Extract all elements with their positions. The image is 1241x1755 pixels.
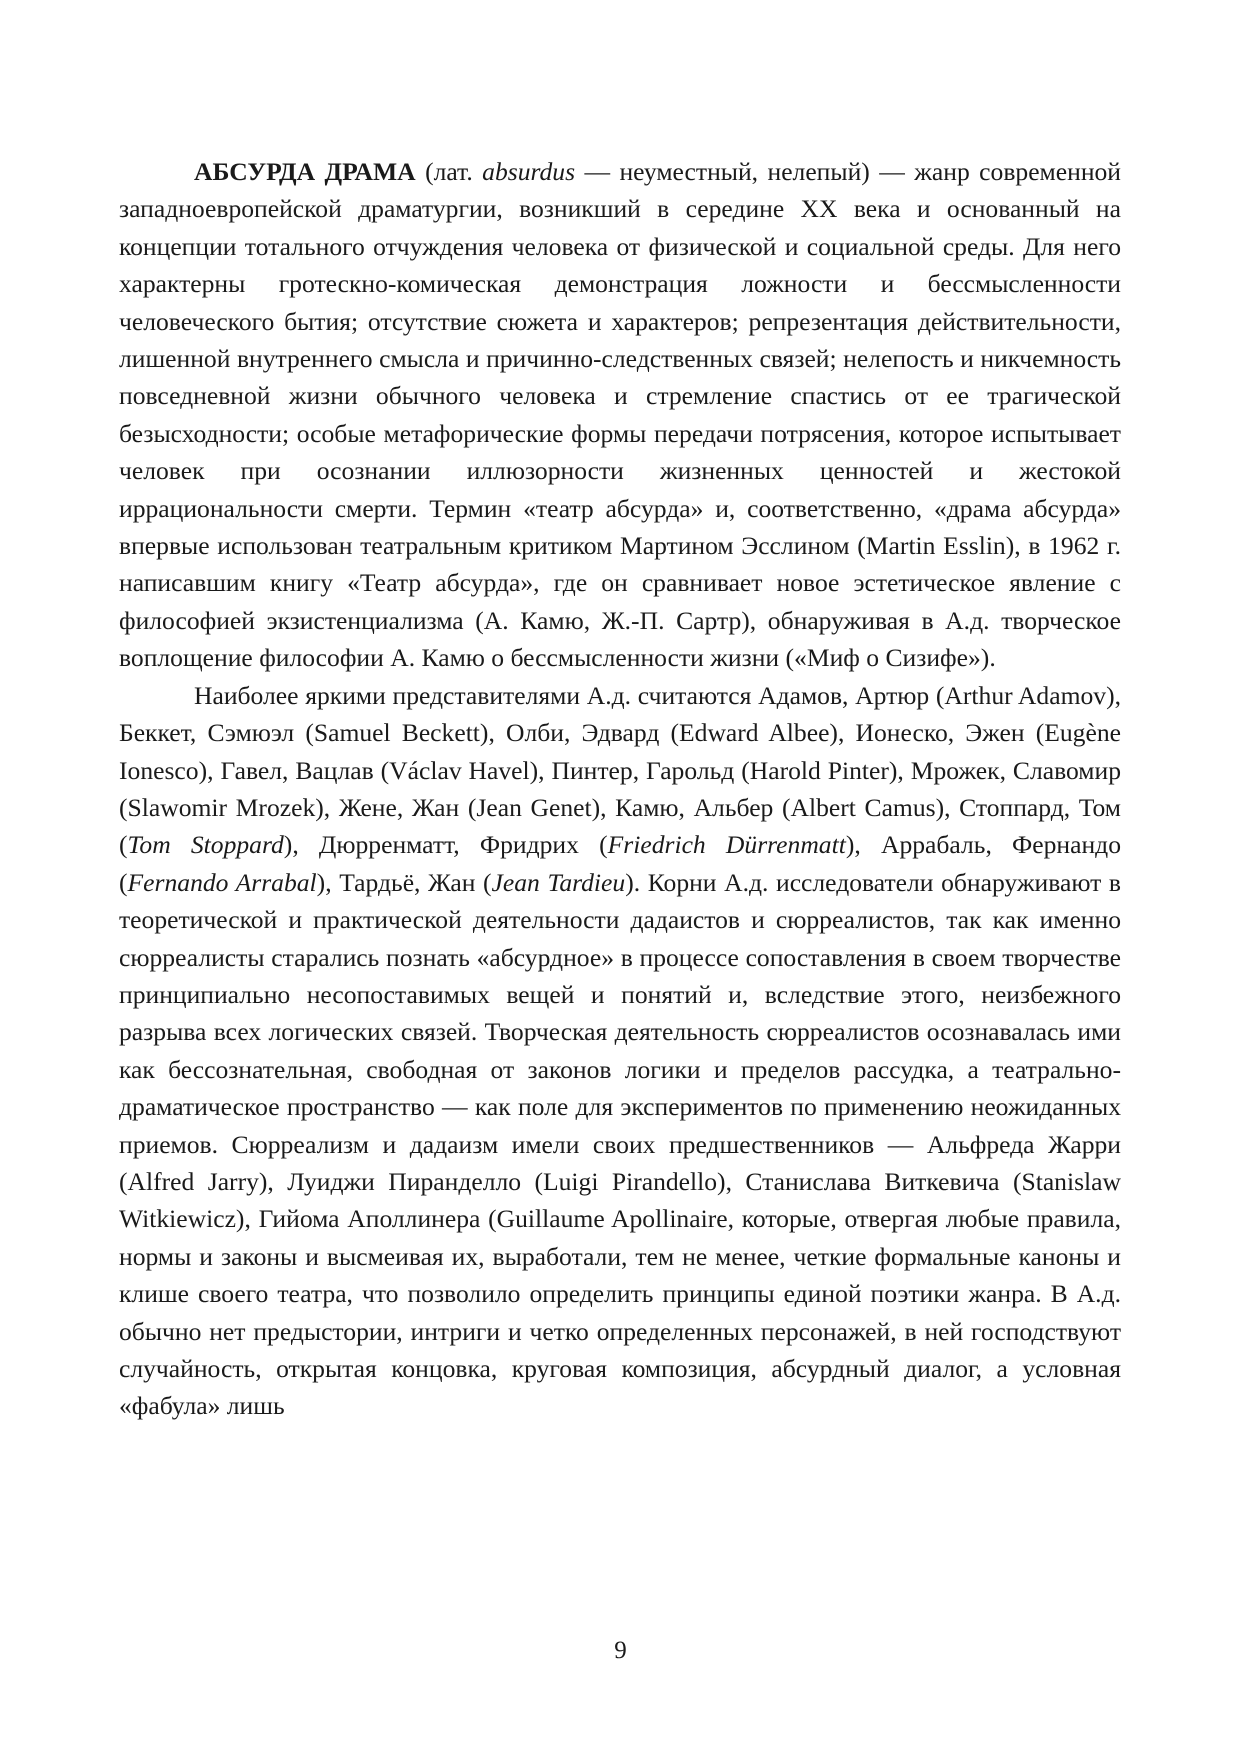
latin-word: absurdus (482, 157, 576, 186)
text-run: — неуместный, нелепый) — жанр современной западноевропейской драматургии, возникший в середине XX века и основанный на концепции тотального отчуждения человека от физической и социальной среды. Для него характерны гротескно-комическая демонстрация ложности и бессмысленности человеческого бытия; отсутствие сюжета и характеров; репрезентация действительности, лишенной внутреннего смысла и причинно-следственных связей; нелепость и никчемность повседневной жизни обычного человека и стремление спастись от ее трагической безысходности; особые метафорические формы передачи потрясения, которое испытывает человек при осознании иллюзорности жизненных ценностей и жестокой иррациональности смерти. Термин «театр абсурда» и, соответственно, «драма абсурда» впервые использован театральным критиком Мартином Эсслином (Martin Esslin), в 1962 г. написавшим книгу «Театр абсурда», где он сравнивает новое эстетическое явление с философией экзистенциализма (А. Камю, Ж.-П. Сартр), обнаруживая в А.д. творческое воплощение философии А. Камю о бессмысленности жизни («Миф о Сизифе»). (119, 157, 1122, 673)
entry-term: АБСУРДА ДРАМА (194, 157, 416, 186)
text-run: ), Тардьё, Жан ( (316, 867, 492, 897)
italic-name: Fernando Arrabal (127, 867, 317, 897)
italic-name: Tom Stoppard (127, 830, 284, 860)
text-run: (лат. (415, 157, 483, 186)
italic-name: Jean Tardieu (491, 867, 626, 897)
article-body (119, 153, 1121, 1425)
text-run: Наиболее яркими представителями А.д. считаются Адамов, Артюр (Arthur Adamov), Беккет, Сэмюэл (Samuel Beckett), Олби, Эдвард (Edward Albee), Ионеско, Эжен (Eugène Ionesco), Гавел, Вацлав (Václav Havel), Пинтер, Гарольд (Harold Pinter), Мрожек, Славомир (Slawomir Mrozek), Жене, Жан (Jean Genet), Камю, Альбер (Albert Camus), Стоппард, Том ( (119, 680, 1121, 860)
paragraph-2 (119, 677, 1121, 1425)
page-number: 9 (614, 1637, 627, 1664)
text-run: ), Аррабаль, Фернандо ( (119, 830, 1121, 897)
text-run: ). Корни А.д. исследователи обнаруживают в теоретической и практической деятельности дадаистов и сюрреалистов, так как именно сюрреалисты старались познать «абсурдное» в процессе сопоставления в своем творчестве принципиально несопоставимых вещей и понятий и, вследствие этого, неизбежного разрыва всех логических связей. Творческая деятельность сюрреалистов осознавалась ими как бессознательная, свободная от законов логики и пределов рассудка, а театрально-драматическое пространство — как поле для экспериментов по применению неожиданных приемов. Сюрреализм и дадаизм имели своих предшественников — Альфреда Жарри (Alfred Jarry), Луиджи Пиранделло (Luigi Pirandello), Станислава Виткевича (Stanislaw Witkiewicz), Гийома Аполлинера (Guillaume Apollinaire, которые, отвергая любые правила, нормы и законы и высмеивая их, выработали, тем не менее, четкие формальные каноны и клише своего театра, что позволило определить принципы единой поэтики жанра. В А.д. обычно нет предыстории, интриги и четко определенных персонажей, в ней господствуют случайность, открытая концовка, круговая композиция, абсурдный диалог, а условная «фабула» лишь (119, 867, 1122, 1421)
italic-name: Friedrich Dürrenmatt (607, 830, 846, 860)
text-run: ), Дюрренматт, Фридрих ( (283, 830, 608, 860)
paragraph-1 (119, 153, 1121, 677)
